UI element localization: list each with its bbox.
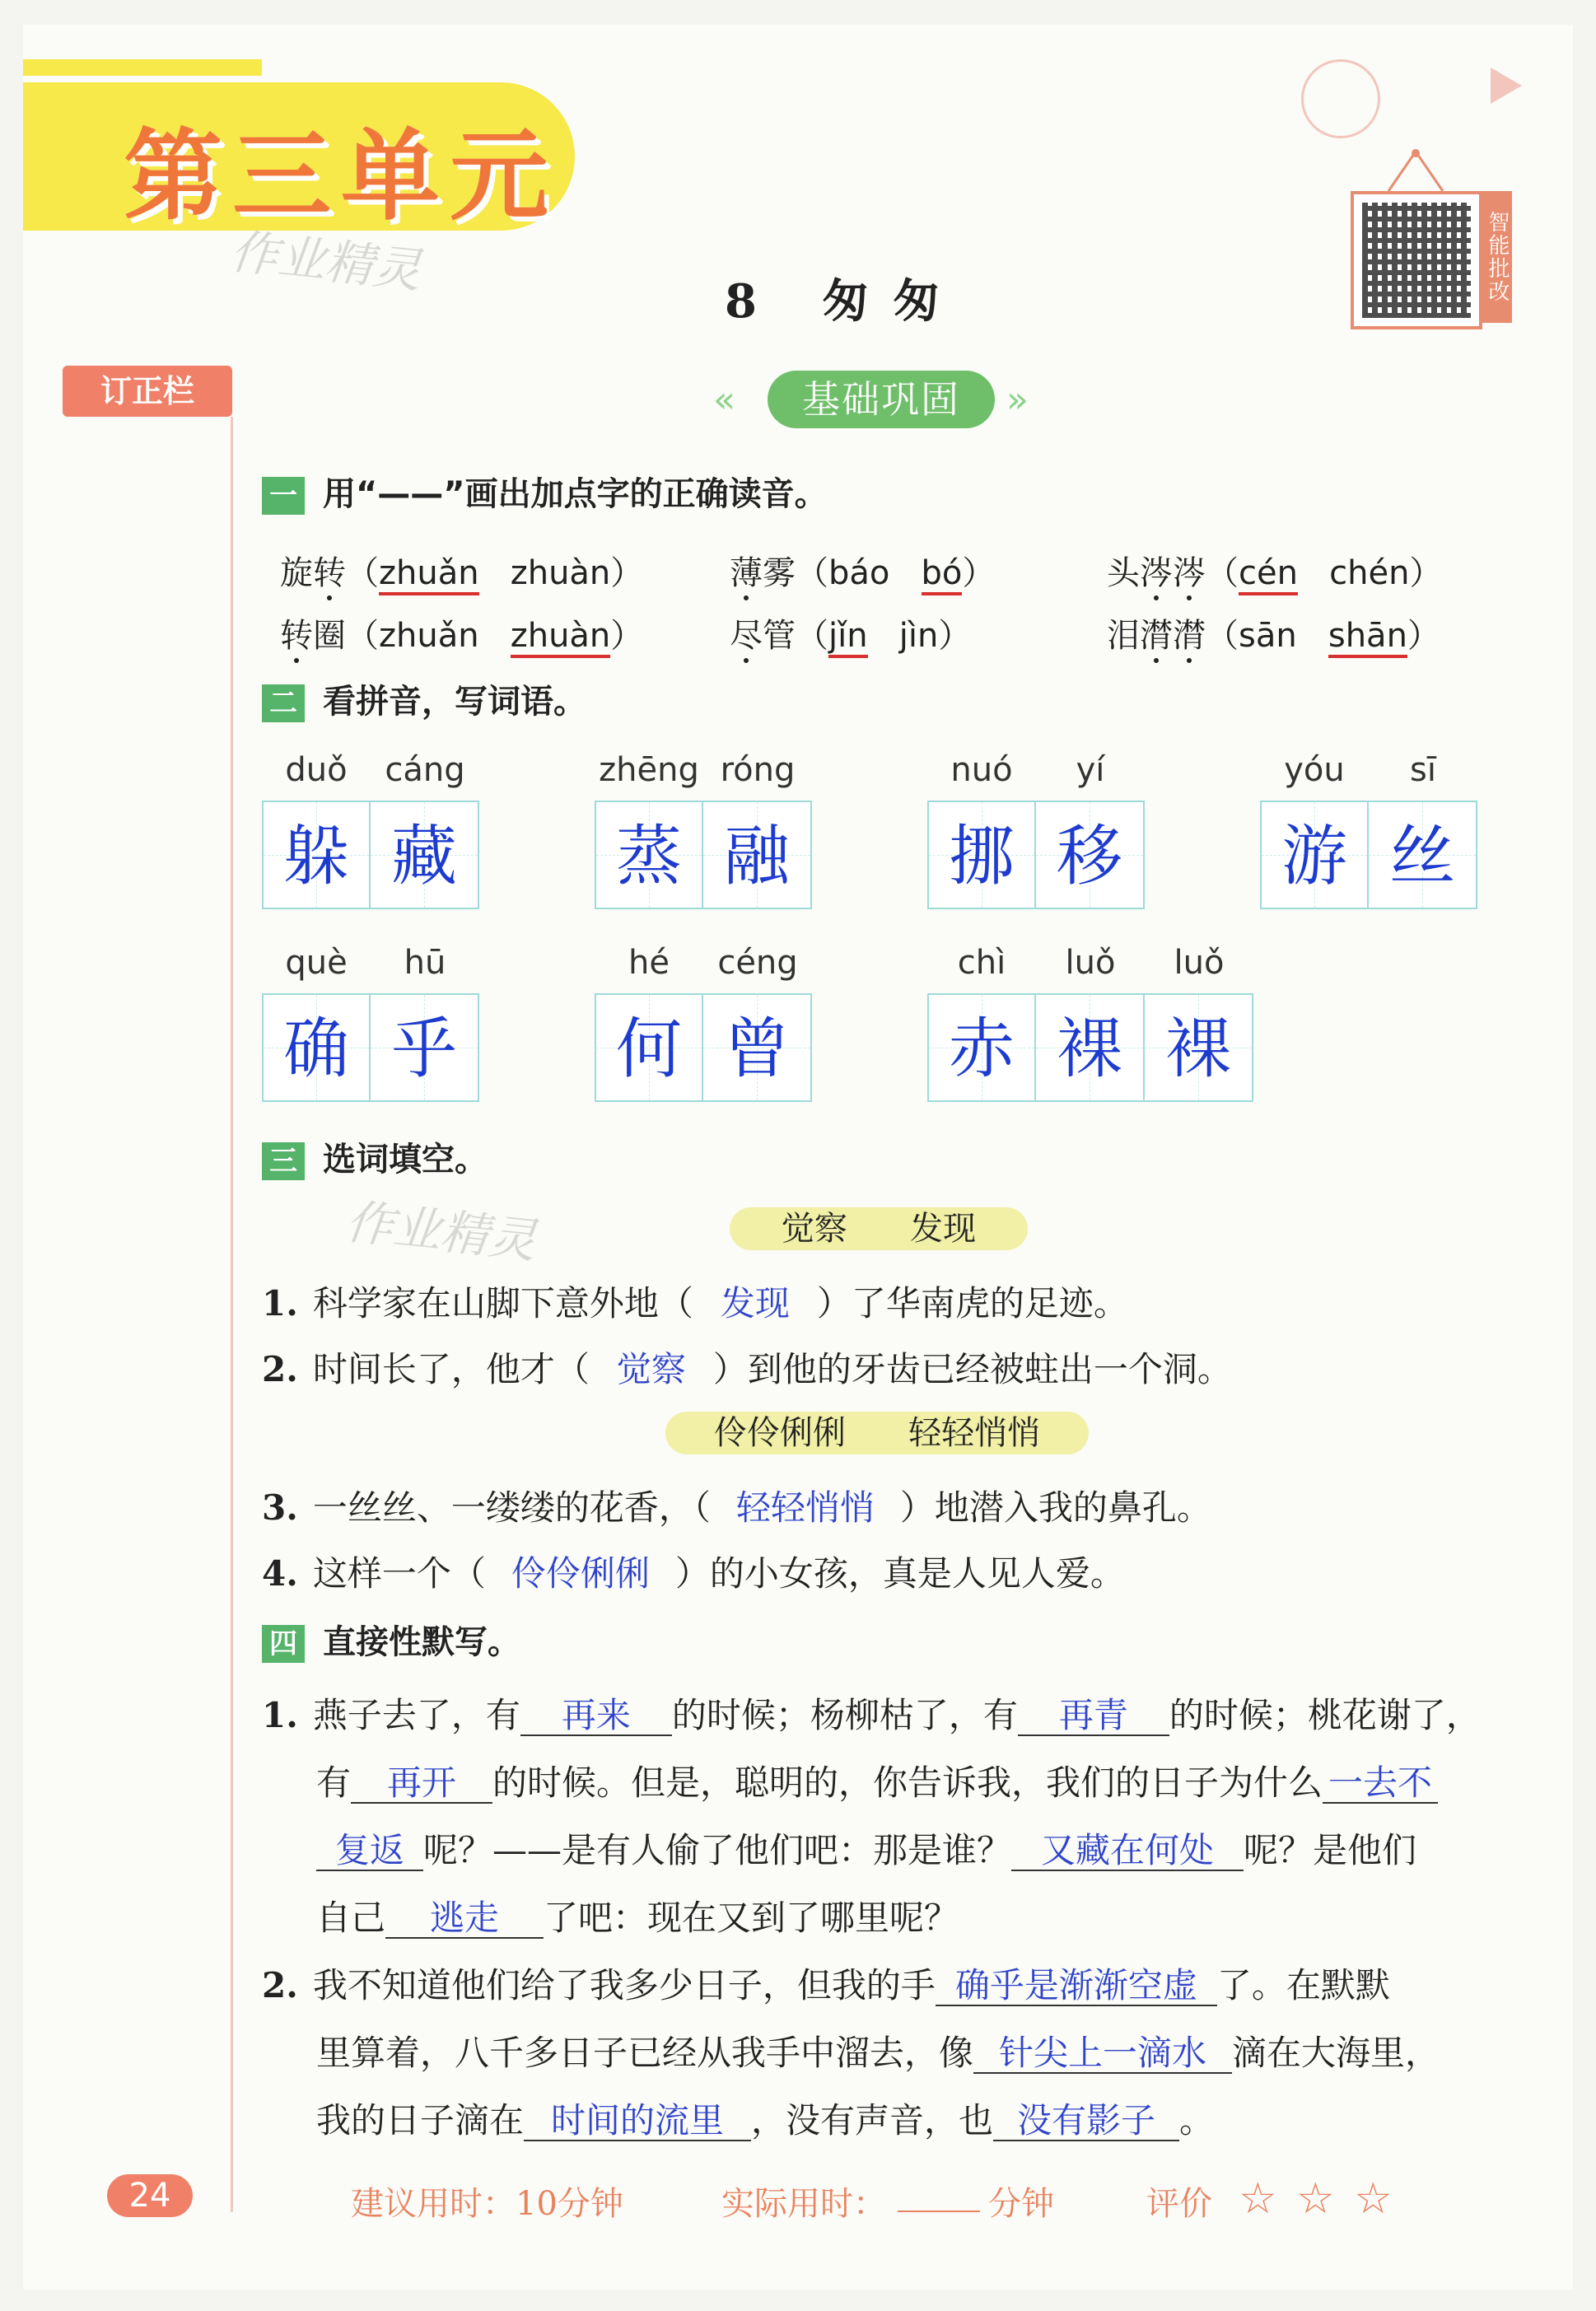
pronunciation-item: 头涔涔（cén chén）	[1107, 547, 1442, 594]
word-char: 雾	[763, 554, 796, 592]
chevron-right-icon: »	[1006, 379, 1029, 421]
pinyin-option[interactable]: bó	[922, 554, 963, 595]
question-prompt: 看拼音，写词语。	[323, 683, 586, 721]
workbook-page	[23, 25, 1573, 2290]
pronunciation-item: 旋转（zhuǎn zhuàn）	[280, 547, 643, 594]
watermark: 作业精灵	[343, 1193, 539, 1269]
handwritten-character: 融	[724, 818, 790, 894]
passage-text: 的时候。但是，聪明的，你告诉我，我们的日子为什么	[492, 1762, 1323, 1803]
word-char: 薄	[730, 554, 763, 592]
rating-label: 评价	[1146, 2185, 1212, 2223]
correction-column-divider	[231, 417, 233, 2212]
handwritten-character: 乎	[391, 1011, 457, 1087]
character-box[interactable]	[262, 801, 371, 909]
word-char: 尽	[730, 617, 763, 655]
dictation-1-line-1	[262, 1688, 1481, 1738]
handwritten-character: 裸	[1165, 1011, 1231, 1087]
pinyin-option[interactable]: cén	[1239, 554, 1298, 595]
passage-text: 的时候；杨柳枯了，有	[671, 1695, 1018, 1735]
passage-text: 呢？是他们	[1244, 1830, 1417, 1870]
word-char: 转	[280, 617, 313, 655]
passage-text: 的时候；桃花谢了，	[1169, 1695, 1481, 1735]
pronunciation-item: 尽管（jǐn jìn）	[730, 609, 971, 656]
handwritten-character: 丝	[1389, 818, 1455, 894]
pinyin-option[interactable]: zhuǎn	[379, 554, 479, 595]
sentence-text: 一丝丝、一缕缕的花香，（	[312, 1487, 711, 1528]
question-3-heading	[262, 1133, 488, 1180]
answer-blank[interactable]: 再开	[351, 1764, 492, 1804]
actual-time-unit: 分钟	[988, 2185, 1054, 2223]
question-number: 二	[262, 684, 305, 722]
suggested-time: 建议用时：10分钟	[351, 2185, 623, 2223]
pinyin-label: yóu	[1284, 751, 1345, 789]
question-number: 三	[262, 1142, 305, 1180]
word-char: 涔	[1173, 554, 1206, 592]
handwritten-character: 蒸	[616, 818, 682, 894]
fill-sentence-1	[262, 1277, 1128, 1326]
word-char: 涔	[1140, 554, 1173, 592]
handwritten-character: 游	[1281, 818, 1347, 894]
answer-blank[interactable]: 针尖上一滴水	[973, 2034, 1232, 2074]
question-number: 四	[262, 1625, 305, 1663]
rating-star-icon[interactable]: ☆	[1354, 2174, 1393, 2224]
character-box[interactable]	[927, 801, 1036, 909]
page-number: 24	[107, 2174, 193, 2217]
answer-blank[interactable]: 确乎是渐渐空虚	[936, 1967, 1217, 2006]
pinyin-option[interactable]: chén	[1329, 554, 1410, 592]
actual-time-blank[interactable]	[898, 2211, 980, 2212]
character-box[interactable]	[371, 801, 479, 909]
pinyin-label: què	[285, 944, 348, 982]
sentence-text: ）到他的牙齿已经被蛀出一个洞。	[712, 1349, 1232, 1389]
character-box[interactable]	[703, 993, 812, 1102]
handwritten-character: 何	[616, 1011, 682, 1087]
pinyin-label: céng	[717, 944, 798, 982]
question-4-heading	[262, 1616, 520, 1663]
pinyin-label: cáng	[385, 751, 465, 789]
answer-blank[interactable]: 再青	[1018, 1697, 1169, 1736]
character-box[interactable]	[1260, 801, 1369, 909]
word-char: 头	[1107, 554, 1140, 592]
pronunciation-item: 转圈（zhuǎn zhuàn）	[280, 609, 643, 656]
answer-blank[interactable]: 时间的流里	[524, 2102, 751, 2141]
answer-blank[interactable]: 再来	[520, 1697, 672, 1736]
qr-code[interactable]	[1351, 191, 1482, 329]
question-2-heading	[262, 675, 586, 722]
passage-text: 了吧：现在又到了哪里呢？	[544, 1898, 959, 1938]
answer-blank[interactable]: 又藏在何处	[1011, 1832, 1244, 1871]
word-char: 管	[763, 617, 796, 655]
character-box[interactable]	[262, 993, 371, 1102]
handwritten-character: 裸	[1057, 1011, 1122, 1087]
passage-text: 有	[316, 1762, 352, 1803]
character-box[interactable]	[371, 993, 479, 1102]
pinyin-label: chì	[957, 944, 1006, 982]
unit-title: 第三单元	[124, 119, 558, 234]
unit-header-stripe	[23, 59, 262, 76]
character-box[interactable]	[595, 993, 703, 1102]
word-char: 泪	[1107, 617, 1140, 655]
pronunciation-item: 薄雾（báo bó）	[730, 547, 995, 594]
pinyin-label: róng	[720, 751, 796, 789]
pinyin-label: yí	[1076, 751, 1105, 789]
word-bank-1: 觉察 发现	[730, 1207, 1028, 1250]
word-char: 潸	[1140, 617, 1173, 655]
dictation-2-line-2	[316, 2026, 1440, 2075]
item-number: 1.	[262, 1283, 298, 1324]
character-box[interactable]	[1036, 993, 1145, 1102]
sentence-text: ）地潜入我的鼻孔。	[899, 1487, 1211, 1528]
actual-time-label: 实际用时：	[721, 2185, 886, 2223]
character-grid	[1260, 801, 1477, 909]
handwritten-character: 藏	[391, 818, 457, 894]
character-grid	[595, 801, 812, 909]
passage-text: 。	[1179, 2100, 1215, 2141]
answer-blank[interactable]: 逃走	[385, 1899, 544, 1939]
pinyin-option[interactable]: zhuàn	[511, 617, 611, 658]
word-char: 转	[313, 554, 346, 592]
character-grid	[262, 993, 479, 1102]
answer-blank[interactable]: 一去不	[1323, 1764, 1438, 1804]
pinyin-option[interactable]: sān	[1239, 617, 1297, 655]
item-number: 4.	[262, 1553, 298, 1594]
dictation-1-line-4	[316, 1891, 959, 1940]
pinyin-option[interactable]: zhuàn	[510, 554, 611, 592]
handwritten-character: 曾	[724, 1011, 790, 1087]
passage-text: 滴在大海里，	[1232, 2033, 1440, 2073]
lesson-title: 8 匆匆	[725, 274, 964, 329]
item-number: 2.	[262, 1349, 298, 1389]
section-banner: 基础巩固	[768, 371, 995, 428]
item-number: 1.	[262, 1695, 298, 1735]
question-number: 一	[262, 477, 305, 515]
answer-field[interactable]: 轻轻悄悄	[735, 1487, 875, 1528]
pinyin-option[interactable]: jǐn	[828, 617, 868, 658]
answer-blank[interactable]: 复返	[316, 1832, 423, 1871]
sentence-text: ）了华南虎的足迹。	[816, 1283, 1128, 1324]
dictation-2-line-3	[316, 2094, 1214, 2143]
handwritten-character: 躲	[283, 818, 349, 894]
answer-blank[interactable]: 没有影子	[993, 2102, 1179, 2141]
answer-field[interactable]: 觉察	[616, 1349, 686, 1389]
handwritten-character: 赤	[949, 1011, 1015, 1087]
word-bank-2: 伶伶俐俐 轻轻悄悄	[665, 1412, 1089, 1454]
sentence-text: 时间长了，他才（	[312, 1349, 590, 1389]
pinyin-label: sī	[1410, 751, 1436, 789]
sentence-text: 这样一个（	[312, 1553, 486, 1594]
word-char: 潸	[1173, 617, 1206, 655]
pinyin-label: hé	[628, 944, 670, 982]
character-grid	[262, 801, 479, 909]
correction-column-tab: 订正栏	[63, 366, 232, 417]
watermark: 作业精灵	[227, 223, 424, 299]
pinyin-label: nuó	[950, 751, 1013, 789]
pinyin-label: duǒ	[285, 751, 348, 789]
handwritten-character: 挪	[949, 818, 1015, 894]
pinyin-label: hū	[404, 944, 446, 982]
pronunciation-item: 泪潸潸（sān shān）	[1107, 609, 1440, 656]
character-box[interactable]	[1369, 801, 1477, 909]
sentence-text: 科学家在山脚下意外地（	[312, 1283, 693, 1324]
character-box[interactable]	[1145, 993, 1253, 1102]
fill-sentence-4	[262, 1547, 1125, 1596]
passage-text: 呢？——是有人偷了他们吧：那是谁？	[423, 1830, 1012, 1870]
question-prompt: 直接性默写。	[323, 1623, 520, 1661]
fill-sentence-2	[262, 1342, 1232, 1392]
passage-text: ，没有声音，也	[751, 2100, 994, 2141]
character-box[interactable]	[1036, 801, 1145, 909]
character-grid	[927, 801, 1145, 909]
answer-field[interactable]: 发现	[720, 1283, 790, 1324]
dictation-1-line-3	[316, 1823, 1416, 1873]
chevron-left-icon: «	[713, 379, 735, 421]
rating-star-icon[interactable]: ☆	[1239, 2174, 1277, 2224]
passage-text: 我不知道他们给了我多少日子，但我的手	[312, 1965, 936, 2005]
handwritten-character: 确	[283, 1011, 349, 1087]
qr-code-pattern	[1362, 203, 1471, 318]
character-grid	[927, 993, 1253, 1102]
rating-star-icon[interactable]: ☆	[1296, 2174, 1335, 2224]
dictation-1-line-2	[316, 1756, 1438, 1805]
question-1-heading	[262, 468, 828, 515]
circle-decoration	[1301, 59, 1380, 138]
item-number: 2.	[262, 1965, 298, 2005]
word-char: 圈	[313, 617, 346, 655]
pinyin-option[interactable]: zhuǎn	[379, 617, 479, 655]
passage-text: 了。在默默	[1216, 1965, 1390, 2005]
handwritten-character: 移	[1057, 818, 1122, 894]
character-box[interactable]	[927, 993, 1036, 1102]
question-prompt: 用“——”画出加点字的正确读音。	[323, 475, 828, 513]
item-number: 3.	[262, 1487, 298, 1528]
answer-field[interactable]: 伶伶俐俐	[511, 1553, 650, 1594]
sentence-text: ）的小女孩，真是人见人爱。	[674, 1553, 1125, 1594]
passage-text: 燕子去了，有	[312, 1695, 520, 1735]
word-char: 旋	[280, 554, 313, 592]
pinyin-label: zhēng	[599, 751, 699, 789]
triangle-decoration	[1491, 68, 1522, 104]
qr-hanger-icon	[1387, 148, 1444, 193]
character-box[interactable]	[595, 801, 703, 909]
passage-text: 自己	[316, 1898, 386, 1938]
passage-text: 里算着，八千多日子已经从我手中溜去，像	[316, 2033, 974, 2073]
dictation-2-line-1	[262, 1959, 1390, 2008]
pinyin-label: luǒ	[1174, 944, 1225, 982]
character-box[interactable]	[703, 801, 812, 909]
fill-sentence-3	[262, 1481, 1211, 1530]
question-prompt: 选词填空。	[323, 1141, 488, 1179]
pinyin-label: luǒ	[1065, 944, 1116, 982]
smart-grading-label: 智能批改	[1479, 191, 1512, 323]
passage-text: 我的日子滴在	[316, 2100, 525, 2141]
pinyin-option[interactable]: jìn	[898, 617, 939, 655]
character-grid	[595, 993, 812, 1102]
pinyin-option[interactable]: shān	[1328, 617, 1407, 658]
pinyin-option[interactable]: báo	[828, 554, 890, 592]
